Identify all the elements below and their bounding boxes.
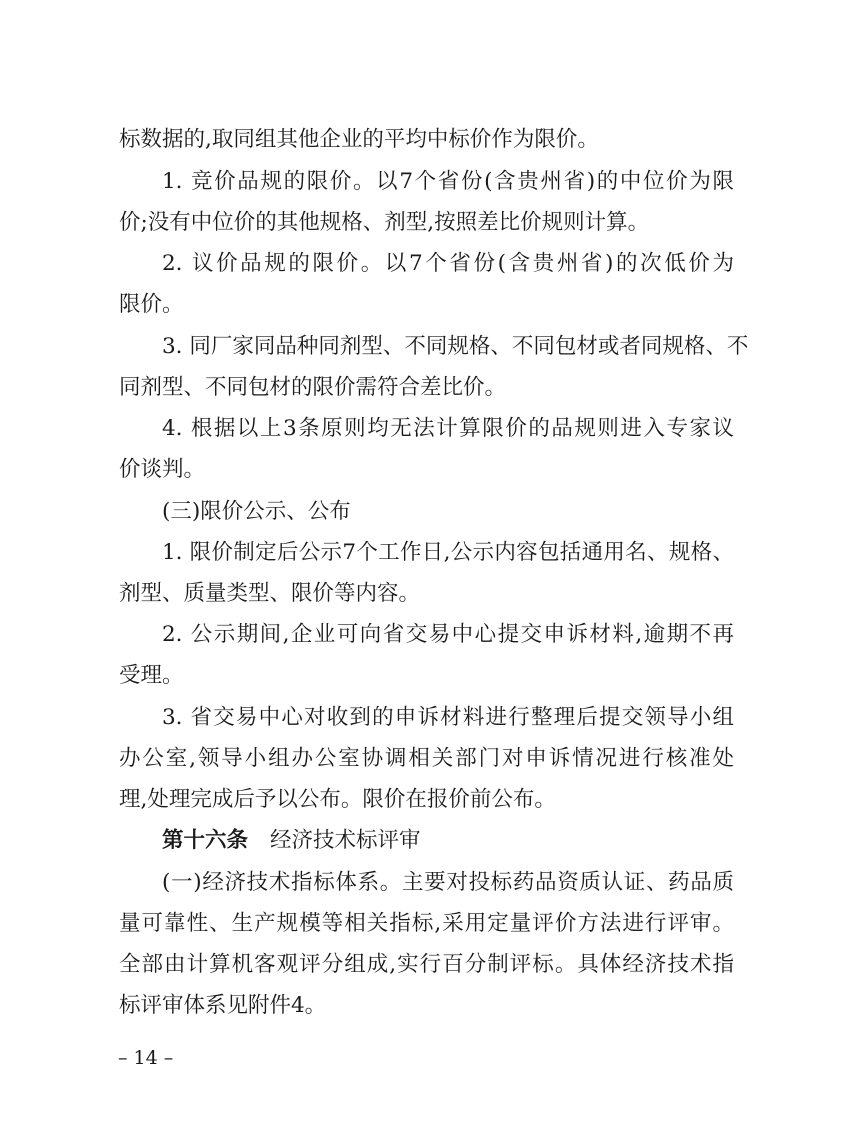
text-line: 理,处理完成后予以公布。限价在报价前公布。: [119, 787, 556, 812]
text-line: 同剂型、不同包材的限价需符合差比价。: [119, 375, 507, 400]
text-line: 受理。: [119, 663, 184, 688]
text-line: 4. 根据以上3条原则均无法计算限价的品规则进入专家议: [162, 416, 734, 441]
text-line: 量可靠性、生产规模等相关指标,采用定量评价方法进行评审。: [119, 911, 734, 936]
text-line: 办公室,领导小组办公室协调相关部门对申诉情况进行核准处: [119, 746, 734, 771]
page-number: – 14 –: [118, 1047, 174, 1069]
text-line: 价谈判。: [119, 457, 206, 482]
text-line: 标数据的,取同组其他企业的平均中标价作为限价。: [119, 127, 599, 152]
article-title: 经济技术标评审: [270, 828, 421, 853]
text-line: 1. 竞价品规的限价。以7个省份(含贵州省)的中位价为限: [162, 169, 734, 194]
text-line: 3. 省交易中心对收到的申诉材料进行整理后提交领导小组: [162, 705, 734, 730]
article-number: 第十六条: [162, 828, 249, 853]
text-line: 2. 议价品规的限价。以7个省份(含贵州省)的次低价为: [162, 251, 734, 276]
text-line: 3. 同厂家同品种同剂型、不同规格、不同包材或者同规格、不: [162, 334, 749, 359]
text-line: 2. 公示期间,企业可向省交易中心提交申诉材料,逾期不再: [162, 622, 734, 647]
section-heading: (三)限价公示、公布: [162, 499, 351, 524]
text-line: 剂型、质量类型、限价等内容。: [119, 581, 421, 606]
text-line: 价;没有中位价的其他规格、剂型,按照差比价规则计算。: [119, 210, 650, 235]
text-line: 1. 限价制定后公示7个工作日,公示内容包括通用名、规格、: [162, 540, 734, 565]
article-heading: [162, 827, 734, 855]
text-line: 标评审体系见附件4。: [119, 993, 327, 1018]
text-line: 全部由计算机客观评分组成,实行百分制评标。具体经济技术指: [119, 952, 734, 977]
text-line: (一)经济技术指标体系。主要对投标药品资质认证、药品质: [162, 870, 734, 895]
text-line: 限价。: [119, 292, 184, 317]
